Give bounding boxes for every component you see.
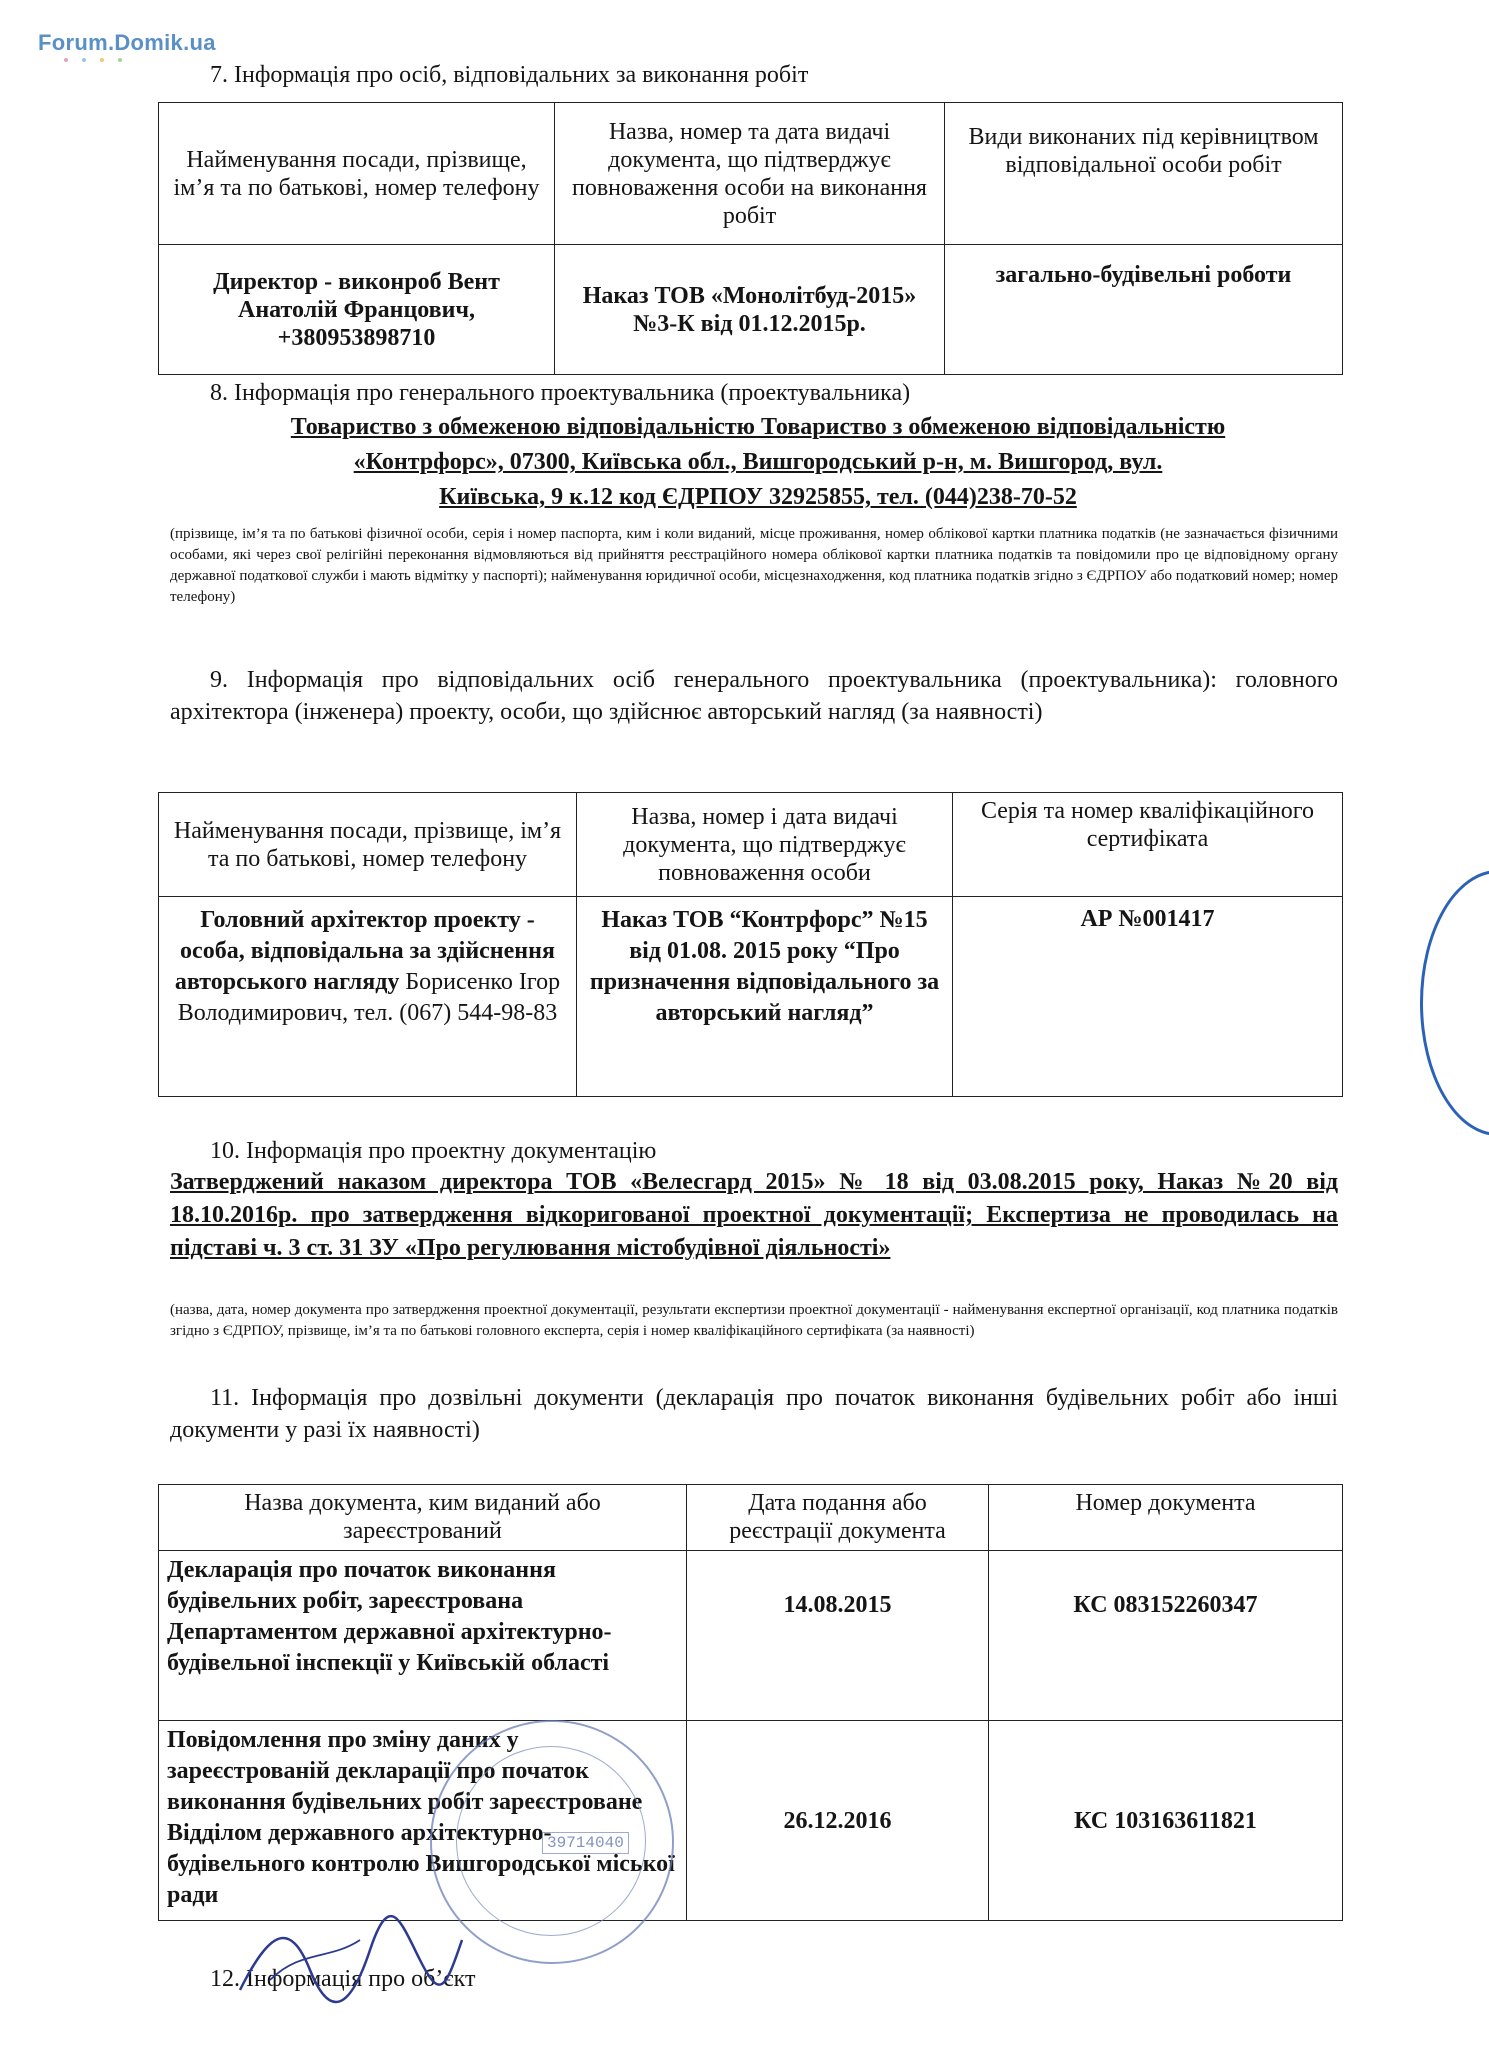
section-12-title: 12. Інформація про об’єкт bbox=[210, 1966, 476, 1992]
section-8-title: 8. Інформація про генерального проектувальника (проектувальника) bbox=[210, 380, 911, 406]
architect-order-cell: Наказ ТОВ “Контрфорс” №15 від 01.08. 2015 року “Про призначення відповідального за авторський нагляд” bbox=[577, 897, 953, 1097]
watermark-dots bbox=[64, 58, 122, 62]
section-7-title: 7. Інформація про осіб, відповідальних за виконання робіт bbox=[210, 62, 809, 88]
signature-scribble bbox=[230, 1910, 470, 2020]
designer-line-3: Київська, 9 к.12 код ЄДРПОУ 32925855, тел. (044)238-70-52 bbox=[439, 484, 1077, 510]
works-cell: загально-будівельні роботи bbox=[945, 245, 1343, 375]
responsible-persons-table bbox=[158, 102, 1343, 375]
designer-line-2: «Контрфорс», 07300, Київська обл., Вишгородський р-н, м. Вишгород, вул. bbox=[353, 449, 1163, 475]
certificate-cell: АР №001417 bbox=[953, 897, 1343, 1097]
director-cell: Директор - виконроб Вент Анатолій Францович, +380953898710 bbox=[159, 245, 555, 375]
header-doc-name: Назва документа, ким виданий або зареєстрований bbox=[159, 1485, 687, 1551]
header-certificate: Серія та номер кваліфікаційного сертифіката bbox=[953, 793, 1343, 897]
header-document-9: Назва, номер і дата видачі документа, що підтверджує повноваження особи bbox=[577, 793, 953, 897]
section-11-title: 11. Інформація про дозвільні документи (декларація про початок виконання будівельних робіт або інші документи у разі їх наявності) bbox=[170, 1385, 1338, 1443]
designer-line-1: Товариство з обмеженою відповідальністю Товариство з обмеженою відповідальністю bbox=[290, 414, 1226, 440]
doc-number-cell: КС 083152260347 bbox=[989, 1551, 1343, 1721]
doc-date-cell: 26.12.2016 bbox=[687, 1721, 989, 1921]
section-10-title: 10. Інформація про проектну документацію bbox=[210, 1138, 657, 1164]
header-doc-number: Номер документа bbox=[989, 1485, 1343, 1551]
doc-name-cell: Повідомлення про зміну даних у зареєстрованій декларації про початок виконання будівельних робіт зареєстроване Відділом державного архітектурно-будівельного контролю Вишгородської міської ради bbox=[159, 1721, 687, 1921]
header-doc-date: Дата подання або реєстрації документа bbox=[687, 1485, 989, 1551]
header-works: Види виконаних під керівництвом відповідальної особи робіт bbox=[945, 103, 1343, 245]
section-9-title: 9. Інформація про відповідальних осіб генерального проектувальника (проектувальника): головного архітектора (інженера) проекту, особи, що здійснює авторський нагляд (за наявності) bbox=[170, 667, 1338, 725]
header-position: Найменування посади, прізвище, ім’я та по батькові, номер телефону bbox=[159, 103, 555, 245]
doc-number-cell: КС 103163611821 bbox=[989, 1721, 1343, 1921]
seal-stamp-partial bbox=[1420, 870, 1489, 1136]
permit-docs-table bbox=[158, 1484, 1343, 1921]
table-row bbox=[159, 1551, 1343, 1721]
architect-role: Головний архітектор проекту - особа, відповідальна за здійснення авторського нагляду bbox=[174, 907, 555, 995]
section-10-note: (назва, дата, номер документа про затвердження проектної документації, результати експертизи проектної документації - найменування експертної організації, код платника податків згідно з ЄДРПОУ, прізвище, ім’я та по батькові головного експерта, серія і номер кваліфікаційного сертифіката (за наявності) bbox=[170, 1302, 1338, 1339]
header-position-9: Найменування посади, прізвище, ім’я та по батькові, номер телефону bbox=[159, 793, 577, 897]
forum-watermark: Forum.Domik.ua bbox=[38, 30, 216, 55]
section-8-note: (прізвище, ім’я та по батькові фізичної особи, серія і номер паспорта, ким і коли виданий, місце проживання, номер облікової картки платника податків (не зазначається фізичними особами, які через свої релігійні переконання відмовляються від прийняття реєстраційного номера облікової картки платника податків та повідомили про це відповідному органу державної податкової служби і мають відмітку у паспорті); найменування юридичної особи, місцезнаходження, код платника податків згідно з ЄДРПОУ або податковий номер; номер телефону) bbox=[170, 526, 1338, 605]
seal-code: 39714040 bbox=[542, 1832, 629, 1854]
project-docs-text: Затверджений наказом директора ТОВ «Велесгард 2015» № 18 від 03.08.2015 року, Наказ №20 від 18.10.2016р. про затвердження відкоригованої проектної документації; Експертиза не проводилась на підставі ч. 3 ст. 31 ЗУ «Про регулювання містобудівної діяльності» bbox=[170, 1169, 1338, 1261]
order-cell: Наказ ТОВ «Монолітбуд-2015» №3-К від 01.12.2015р. bbox=[555, 245, 945, 375]
table-row bbox=[159, 1721, 1343, 1921]
doc-name-cell: Декларація про початок виконання будівельних робіт, зареєстрована Департаментом державної архітектурно-будівельної інспекції у Київській області bbox=[159, 1551, 687, 1721]
architect-name: Борисенко Ігор Володимирович, тел. (067) 544-98-83 bbox=[177, 969, 561, 1026]
designer-persons-table bbox=[158, 792, 1343, 1097]
header-document: Назва, номер та дата видачі документа, що підтверджує повноваження особи на виконання робіт bbox=[555, 103, 945, 245]
architect-cell bbox=[159, 897, 577, 1097]
doc-date-cell: 14.08.2015 bbox=[687, 1551, 989, 1721]
